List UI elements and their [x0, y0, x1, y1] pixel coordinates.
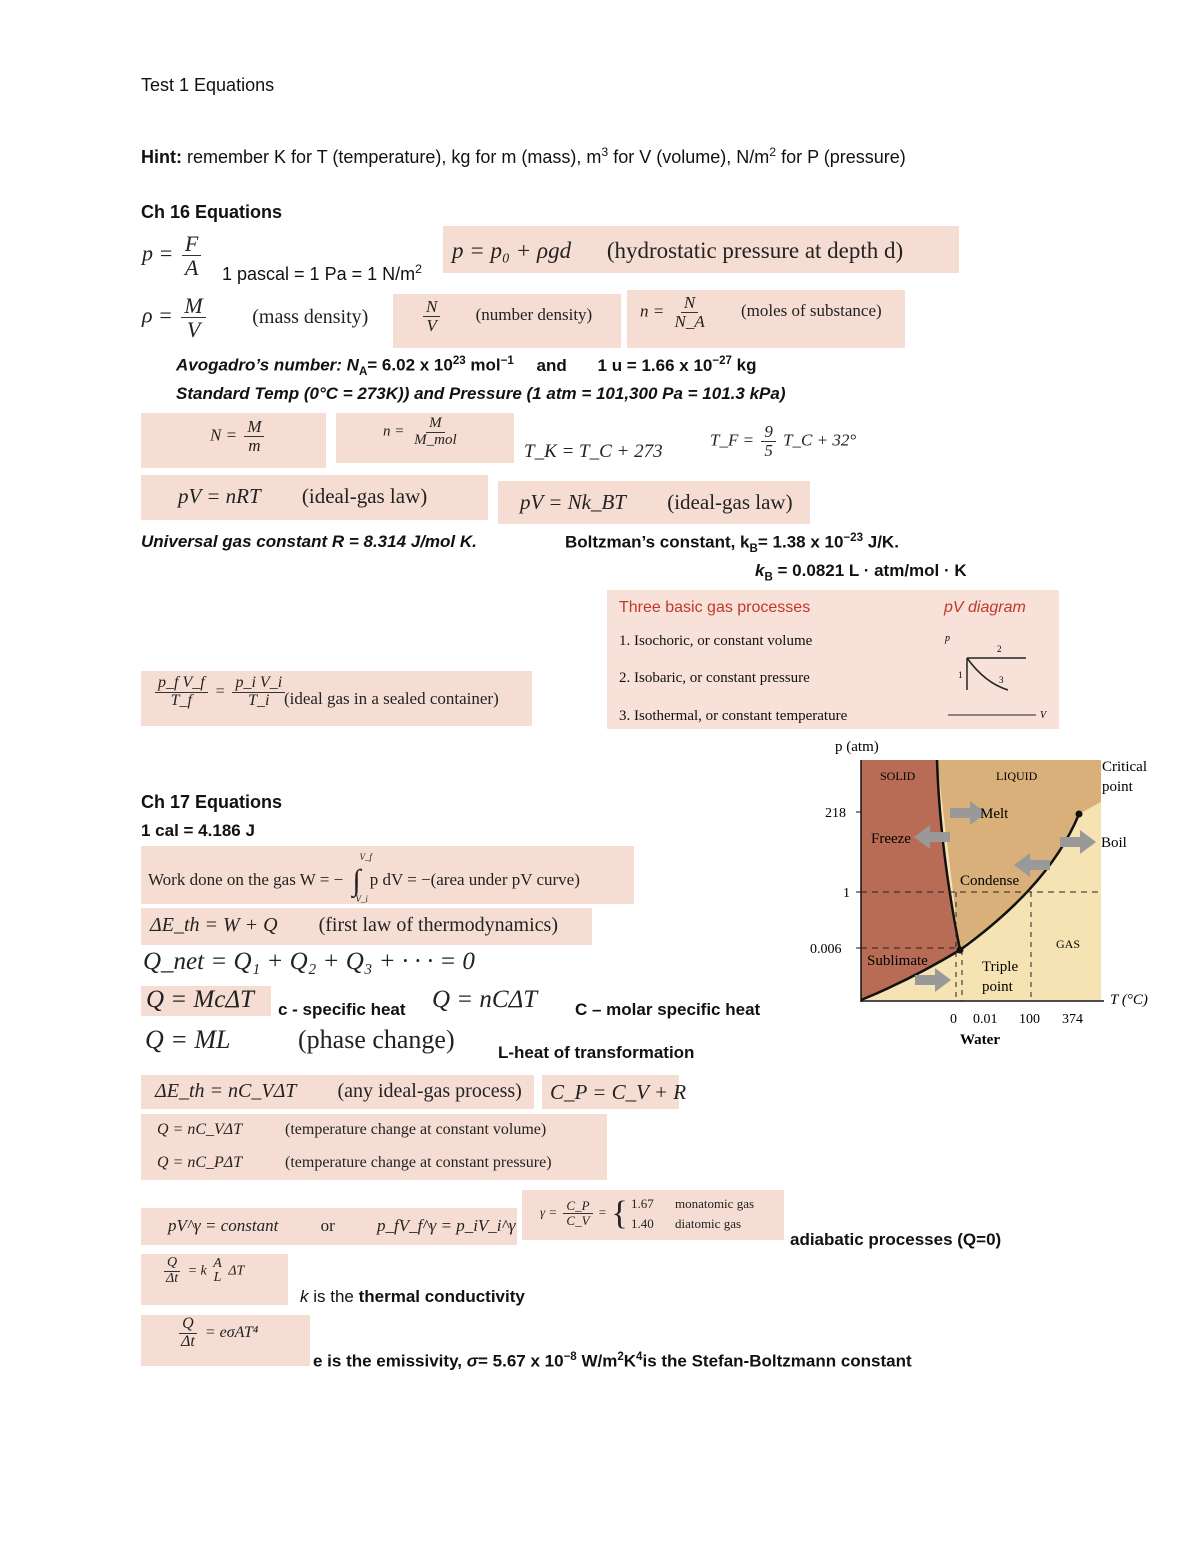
process-isothermal: 3. Isothermal, or constant temperature	[619, 708, 848, 724]
pv-axis-v: V	[1040, 710, 1047, 721]
conduction-k: = k	[187, 1263, 207, 1279]
gas-constant-line: Universal gas constant R = 8.314 J/mol K.	[141, 532, 477, 551]
pv-axis-p: p	[945, 633, 950, 644]
sigma-unit-k: K	[623, 1351, 637, 1371]
avogadro-sub: A	[358, 366, 368, 379]
tf-den: 5	[764, 440, 773, 460]
phase-y-axis-label: p (atm)	[835, 739, 879, 755]
boltzmann2-value: = 0.0821 L · atm/mol · K	[772, 561, 967, 580]
xtick-0: 0	[950, 1012, 957, 1027]
pv-isothermal-curve	[967, 658, 1008, 690]
boltzmann2-k: k	[755, 561, 765, 580]
work-text: Work done on the gas W = −	[148, 869, 344, 889]
radiation-equation	[175, 1316, 258, 1351]
conduction-aden: L	[213, 1270, 222, 1286]
xtick-374: 374	[1062, 1012, 1083, 1027]
sealed-container-equation: $\frac{\text{p\_f V\_f}}{T\_f}$ = $\frac{\text{p\_i V\_i}}{T\_i}$	[152, 675, 288, 710]
hint-text-b: for V (volume), N/m	[608, 147, 770, 167]
number-density-equation	[420, 298, 592, 335]
mass-density-equation	[142, 294, 368, 341]
pressure-lhs: p =	[142, 240, 174, 266]
phase-x-axis-label: T (°C)	[1110, 992, 1148, 1008]
process-isochoric: 1. Isochoric, or constant volume	[619, 633, 813, 649]
sealed-right-den: T_i	[248, 691, 270, 709]
ch17-heading: Ch 17 Equations	[141, 792, 283, 812]
moles-den: N_A	[674, 311, 705, 331]
label-critical: Critical	[1102, 759, 1147, 775]
tf-rhs: T_C + 32°	[783, 430, 857, 450]
number-density-desc: (number density)	[475, 305, 593, 325]
molar-specific-heat-label: C – molar specific heat	[575, 1000, 761, 1019]
calorie-definition: 1 cal = 4.186 J	[141, 821, 255, 840]
hydro-desc: (hydrostatic pressure at depth d)	[606, 238, 904, 263]
first-law-eq: ΔE_th = W + Q	[150, 914, 278, 936]
pascal-sup: 2	[415, 262, 422, 276]
specific-heat-label: c - specific heat	[278, 1000, 406, 1019]
xtick-001: 0.01	[973, 1012, 998, 1027]
adiabatic-eq2: p_fV_f^γ = p_iV_i^γ	[377, 1216, 516, 1235]
ideal-gas-equation-2	[520, 490, 793, 515]
qp-eq: Q = nC_PΔT	[157, 1154, 243, 1171]
emissivity-label	[313, 1351, 912, 1372]
pv-label-3: 3	[999, 675, 1004, 685]
adiabatic-equation	[168, 1216, 515, 1236]
conduction-equation	[160, 1256, 244, 1286]
ytick-218: 218	[825, 806, 846, 821]
gamma-brace: {	[611, 1194, 628, 1232]
sealed-right-num: p_i V_i	[232, 675, 285, 693]
first-law-desc: (first law of thermodynamics)	[318, 914, 558, 936]
adiabatic-eq1: pV^γ = constant	[168, 1216, 279, 1235]
boltzmann-sup: −23	[843, 532, 864, 544]
page-title: Test 1 Equations	[141, 75, 275, 95]
avogadro-value: = 6.02 x 10	[367, 355, 453, 375]
gamma-d1: monatomic gas	[674, 1196, 755, 1211]
tf-num: 9	[761, 423, 776, 442]
gas-processes-heading: Three basic gas processes	[619, 599, 811, 616]
k-symbol: k	[300, 1287, 309, 1306]
thermal-conductivity-label	[300, 1287, 525, 1307]
tk-equation: T_K = T_C + 273	[524, 441, 663, 462]
ch16-heading: Ch 16 Equations	[141, 202, 283, 222]
ideal2-desc: (ideal-gas law)	[667, 490, 793, 514]
sigma-value: = 5.67 x 10	[478, 1351, 564, 1371]
hint-text-c: for P (pressure)	[776, 147, 906, 167]
k-bold: thermal conductivity	[358, 1287, 525, 1306]
avogadro-sup: 23	[452, 355, 466, 367]
region-solid: SOLID	[880, 769, 916, 783]
mcdt-equation: Q = McΔT	[146, 986, 254, 1013]
label-melt: Melt	[980, 806, 1009, 822]
eth-desc: (any ideal-gas process)	[337, 1080, 522, 1102]
conduction-dt: ΔT	[228, 1263, 245, 1279]
pascal-text: 1 pascal = 1 Pa = 1 N/m	[222, 264, 416, 284]
n-lhs: n =	[383, 423, 405, 440]
qp-desc: (temperature change at constant pressure)	[285, 1154, 552, 1171]
xtick-100: 100	[1019, 1012, 1040, 1027]
hint-line	[141, 145, 906, 168]
avogadro-line	[176, 355, 757, 378]
boltzmann-unit: J/K.	[863, 532, 899, 552]
ideal-gas-equation-1	[178, 484, 427, 509]
sealed-container-desc: (ideal gas in a sealed container)	[284, 689, 499, 708]
ideal2-eq: pV = Nk_BT	[520, 490, 626, 514]
boltzmann-line-2	[755, 561, 967, 583]
label-boil: Boil	[1101, 835, 1127, 851]
process-isobaric: 2. Isobaric, or constant pressure	[619, 670, 810, 686]
adiabatic-or: or	[320, 1216, 335, 1235]
avogadro-and: and	[536, 355, 567, 375]
mass-density-num: M	[181, 294, 205, 318]
adiabatic-label: adiabatic processes (Q=0)	[790, 1230, 1002, 1249]
pv-label-1: 1	[958, 670, 963, 680]
latent-heat-equation: Q = ML	[145, 1025, 231, 1054]
boltzmann-value: = 1.38 x 10	[757, 532, 844, 552]
sigma-desc: is the Stefan-Boltzmann constant	[642, 1351, 912, 1371]
sigma-unit: W/m	[576, 1351, 618, 1371]
integral-lower: V_i	[355, 894, 368, 904]
tf-equation	[710, 423, 856, 460]
gamma-values	[631, 1194, 754, 1233]
pressure-num: F	[182, 232, 201, 256]
heat-of-transformation-label: L-heat of transformation	[498, 1043, 695, 1062]
gamma-d2: diatomic gas	[674, 1215, 742, 1231]
radiation-den: Δt	[181, 1332, 195, 1350]
label-condense: Condense	[960, 873, 1020, 889]
amu-value: 1 u = 1.66 x 10	[597, 355, 713, 375]
ytick-0006: 0.006	[810, 942, 842, 957]
sealed-left-den: T_f	[170, 691, 192, 709]
emissivity-text: e is the emissivity,	[313, 1351, 467, 1371]
label-triple: Triple	[982, 959, 1019, 975]
boltzmann-text: Boltzman’s constant, k	[565, 532, 750, 552]
water-phase-diagram	[800, 730, 1170, 1060]
n-equation	[383, 416, 463, 449]
critical-point-marker	[1076, 811, 1083, 818]
stp-line: Standard Temp (0°C = 273K)) and Pressure (1 atm = 101,300 Pa = 101.3 kPa)	[176, 384, 786, 403]
qv-eq: Q = nC_VΔT	[157, 1121, 243, 1138]
first-law-equation	[150, 914, 558, 937]
avogadro-unit-sup: −1	[500, 355, 514, 367]
pv-label-2: 2	[997, 644, 1002, 654]
sigma-symbol: σ	[466, 1351, 478, 1371]
moles-equation	[640, 294, 882, 331]
N-lhs: N =	[210, 425, 238, 445]
moles-lhs: n =	[640, 301, 665, 321]
label-triple-point: point	[982, 979, 1013, 995]
amu-unit: kg	[731, 355, 757, 375]
hint-label: Hint:	[141, 147, 182, 167]
gamma-v2: 1.40	[630, 1215, 654, 1231]
moles-desc: (moles of substance)	[740, 301, 882, 321]
tf-lhs: T_F =	[710, 430, 755, 450]
qv-desc: (temperature change at constant volume)	[285, 1121, 547, 1138]
ideal1-eq: pV = nRT	[178, 484, 261, 508]
work-equation	[148, 852, 580, 904]
amu-sup: −27	[712, 355, 732, 367]
qnet-equation: Q_net = Q₁ + Q₂ + Q₃ + · · · = 0	[143, 948, 475, 975]
label-critical-point: point	[1102, 779, 1133, 795]
work-rest: p dV = −(area under pV curve)	[369, 869, 580, 889]
pascal-definition	[222, 262, 422, 285]
cp-equation: C_P = C_V + R	[550, 1080, 687, 1104]
conduction-num: Q	[164, 1256, 180, 1272]
sigma-sup: −8	[563, 1351, 577, 1363]
sigma-unit-sup2: 2	[617, 1351, 624, 1363]
ytick-1: 1	[843, 886, 850, 901]
integral-upper: V_f	[359, 852, 372, 862]
hydro-eq: p = p₀ + ρgd	[452, 238, 572, 263]
region-liquid: LIQUID	[996, 769, 1038, 783]
conduction-anum: A	[213, 1255, 222, 1271]
qp-equation	[157, 1154, 552, 1172]
pv-process-diagram	[940, 628, 1050, 722]
label-sublimate: Sublimate	[867, 953, 928, 969]
gamma-den: C_V	[566, 1213, 590, 1228]
gamma-num: C_P	[563, 1199, 592, 1214]
hydrostatic-equation	[452, 238, 903, 264]
gamma-lhs: γ =	[540, 1204, 558, 1220]
mass-density-lhs: ρ =	[142, 302, 173, 328]
number-density-den: V	[426, 315, 437, 335]
eth-eq: ΔE_th = nC_VΔT	[155, 1080, 297, 1102]
boltzmann2-sub: B	[764, 571, 773, 584]
boltzmann-line	[565, 532, 899, 555]
pressure-equation	[142, 232, 204, 279]
avogadro-text: Avogadro’s number: N	[176, 355, 359, 375]
gamma-equation: γ = $\frac{C\_P}{C\_V}$ = { 1.67 monatomic gas 1.40 diatomic gas	[540, 1194, 755, 1232]
pressure-den: A	[184, 255, 199, 281]
integral-sign: ∫ V_f V_i	[352, 852, 372, 904]
N-equation	[210, 418, 267, 455]
region-gas: GAS	[1056, 937, 1081, 951]
radiation-num: Q	[179, 1316, 197, 1334]
conduction-den: Δt	[166, 1270, 179, 1286]
radiation-rhs: = eσAT⁴	[204, 1323, 259, 1341]
mass-density-den: V	[186, 317, 201, 343]
boltzmann-sub: B	[749, 543, 758, 556]
N-num: M	[244, 418, 264, 437]
qv-equation	[157, 1121, 546, 1139]
ideal1-desc: (ideal-gas law)	[301, 484, 428, 508]
k-text: is the	[308, 1287, 359, 1306]
phase-caption: Water	[960, 1032, 1000, 1048]
hint-sup-2: 2	[769, 145, 777, 159]
ncdt-equation: Q = nCΔT	[432, 986, 538, 1013]
hint-sup-3: 3	[601, 145, 609, 159]
avogadro-unit: mol	[465, 355, 501, 375]
gamma-v1: 1.67	[630, 1196, 654, 1211]
sigma-unit-sup4: 4	[636, 1351, 643, 1363]
hint-text-a: remember K for T (temperature), kg for m (mass), m	[181, 147, 602, 167]
moles-num: N	[681, 294, 698, 313]
pv-diagram-title: pV diagram	[944, 599, 1026, 616]
n-den: M_mol	[414, 431, 457, 448]
N-den: m	[248, 435, 261, 455]
number-density-num: N	[423, 298, 440, 317]
mass-density-desc: (mass density)	[252, 305, 369, 328]
eth-equation	[155, 1080, 522, 1103]
sealed-left-num: p_f V_f	[155, 675, 208, 693]
phase-change-desc: (phase change)	[298, 1025, 455, 1054]
n-num: M	[426, 416, 445, 433]
label-freeze: Freeze	[871, 831, 911, 847]
